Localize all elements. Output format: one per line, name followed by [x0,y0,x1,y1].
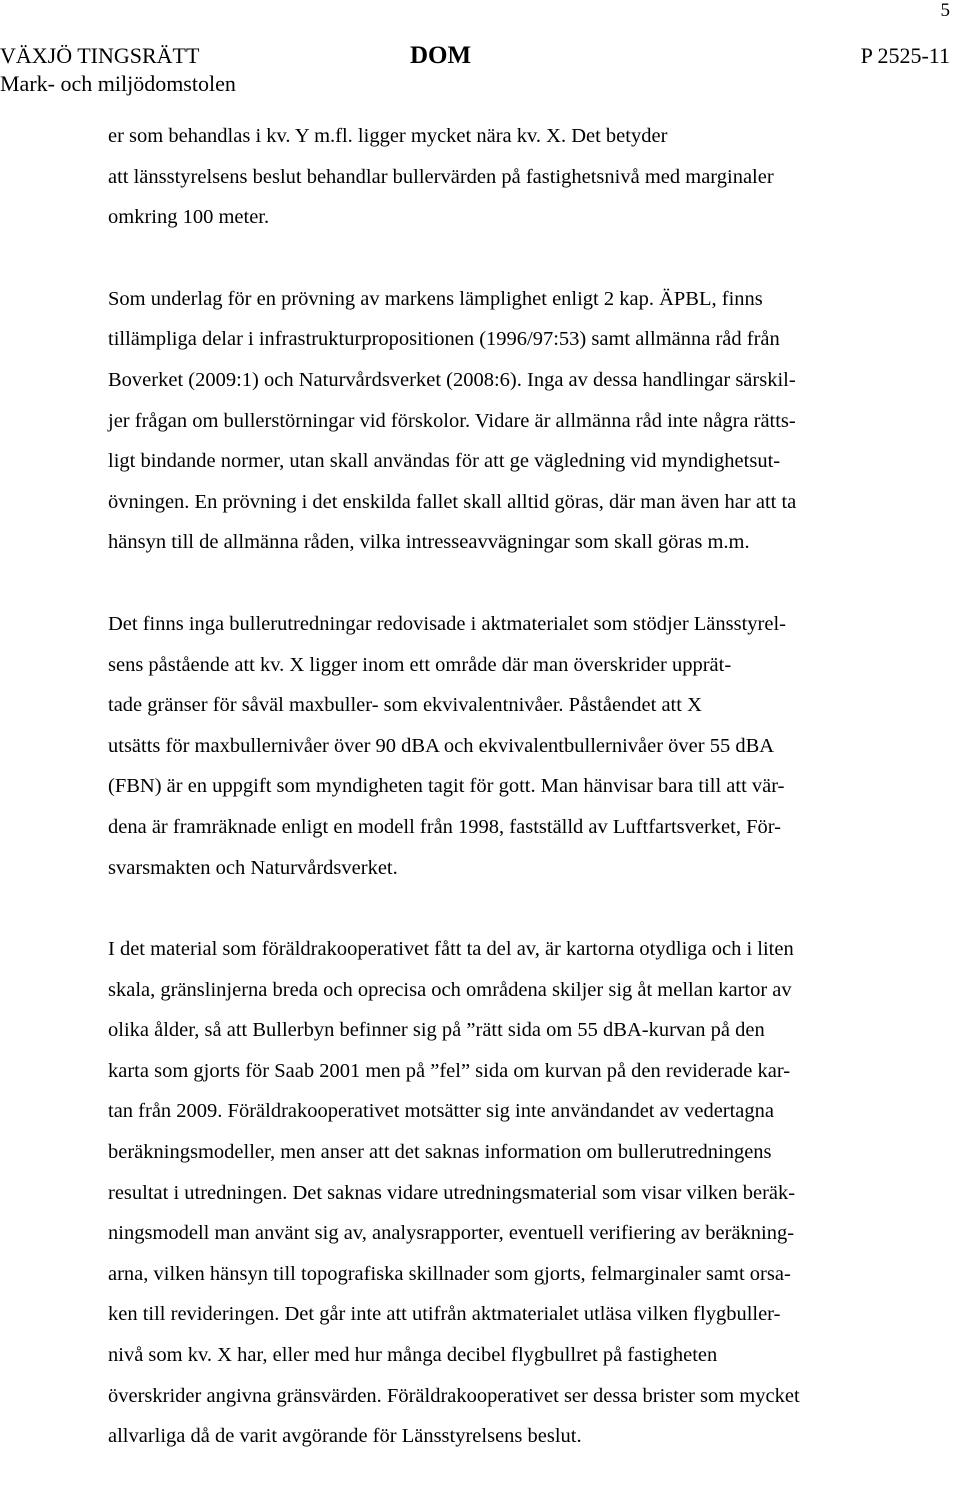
text-line: (FBN) är en uppgift som myndigheten tagit för gott. Man hänvisar bara till att vär- [108,775,785,798]
text-line: Boverket (2009:1) och Naturvårdsverket (2008:6). Inga av dessa handlingar särskil- [108,368,796,391]
text-line: tade gränser för såväl maxbuller- som ekvivalentnivåer. Påståendet att X [108,694,702,717]
text-line: jer frågan om bullerstörningar vid förskolor. Vidare är allmänna råd inte några rätts- [108,409,796,432]
text-line: ken till revideringen. Det går inte att utifrån aktmaterialet utläsa vilken flygbuller- [108,1303,781,1326]
text-line: tan från 2009. Föräldrakooperativet motsätter sig inte användandet av vedertagna [108,1100,775,1123]
text-line: er som behandlas i kv. Y m.fl. ligger mycket nära kv. X. Det betyder [108,125,668,147]
document-body [108,116,908,1498]
text-line: beräkningsmodeller, men anser att det saknas information om bullerutredningens [108,1141,772,1164]
text-line: nivå som kv. X har, eller med hur många decibel flygbullret på fastigheten [108,1344,718,1367]
text-line: Som underlag för en prövning av markens lämplighet enligt 2 kap. ÄPBL, finns [108,287,763,310]
paragraph-1 [108,116,908,238]
text-line: ligt bindande normer, utan skall användas för att ge vägledning vid myndighetsut- [108,450,781,473]
paragraph-3 [108,604,908,888]
text-line: sens påstående att kv. X ligger inom ett område där man överskrider upprät- [108,653,732,676]
court-division: Mark- och miljödomstolen [0,71,236,96]
text-line: Det finns inga bullerutredningar redovisade i aktmaterialet som stödjer Länsstyrel- [108,612,787,635]
text-line: svarsmakten och Naturvårdsverket. [108,856,398,879]
text-line: arna, vilken hänsyn till topografiska skillnader som gjorts, felmarginaler samt orsa- [108,1262,791,1285]
header-court-block [0,42,236,98]
text-line: omkring 100 meter. [108,206,270,229]
text-line: övningen. En prövning i det enskilda fallet skall alltid göras, där man även har att ta [108,490,797,513]
text-line: överskrider angivna gränsvärden. Föräldrakooperativet ser dessa brister som mycket [108,1384,800,1407]
text-line: att länsstyrelsens beslut behandlar bullervärden på fastighetsnivå med marginaler [108,165,774,188]
court-name: VÄXJÖ TINGSRÄTT [0,43,200,68]
text-line: dena är framräknade enligt en modell från 1998, fastställd av Luftfartsverket, För- [108,815,781,838]
text-line: skala, gränslinjerna breda och oprecisa och områdena skiljer sig åt mellan kartor av [108,978,792,1001]
document-type: DOM [410,42,472,69]
paragraph-4 [108,929,908,1457]
text-line: utsätts för maxbullernivåer över 90 dBA och ekvivalentbullernivåer över 55 dBA [108,734,775,757]
text-line: ningsmodell man använt sig av, analysrapporter, eventuell verifiering av beräkning- [108,1222,795,1245]
text-line: I det material som föräldrakooperativet fått ta del av, är kartorna otydliga och i liten [108,938,794,961]
case-number: P 2525-11 [860,43,950,68]
text-line: resultat i utredningen. Det saknas vidare utredningsmaterial som visar vilken beräk- [108,1181,796,1204]
text-line: karta som gjorts för Saab 2001 men på ”fel” sida om kurvan på den reviderade kar- [108,1059,791,1082]
paragraph-2 [108,279,908,563]
text-line: tillämpliga delar i infrastrukturpropositionen (1996/97:53) samt allmänna råd från [108,328,780,351]
page-number: 5 [940,0,950,21]
text-line: olika ålder, så att Bullerbyn befinner sig på ”rätt sida om 55 dBA-kurvan på den [108,1019,765,1042]
text-line: allvarliga då de varit avgörande för Länsstyrelsens beslut. [108,1425,582,1448]
text-line: hänsyn till de allmänna råden, vilka intresseavvägningar som skall göras m.m. [108,531,750,554]
